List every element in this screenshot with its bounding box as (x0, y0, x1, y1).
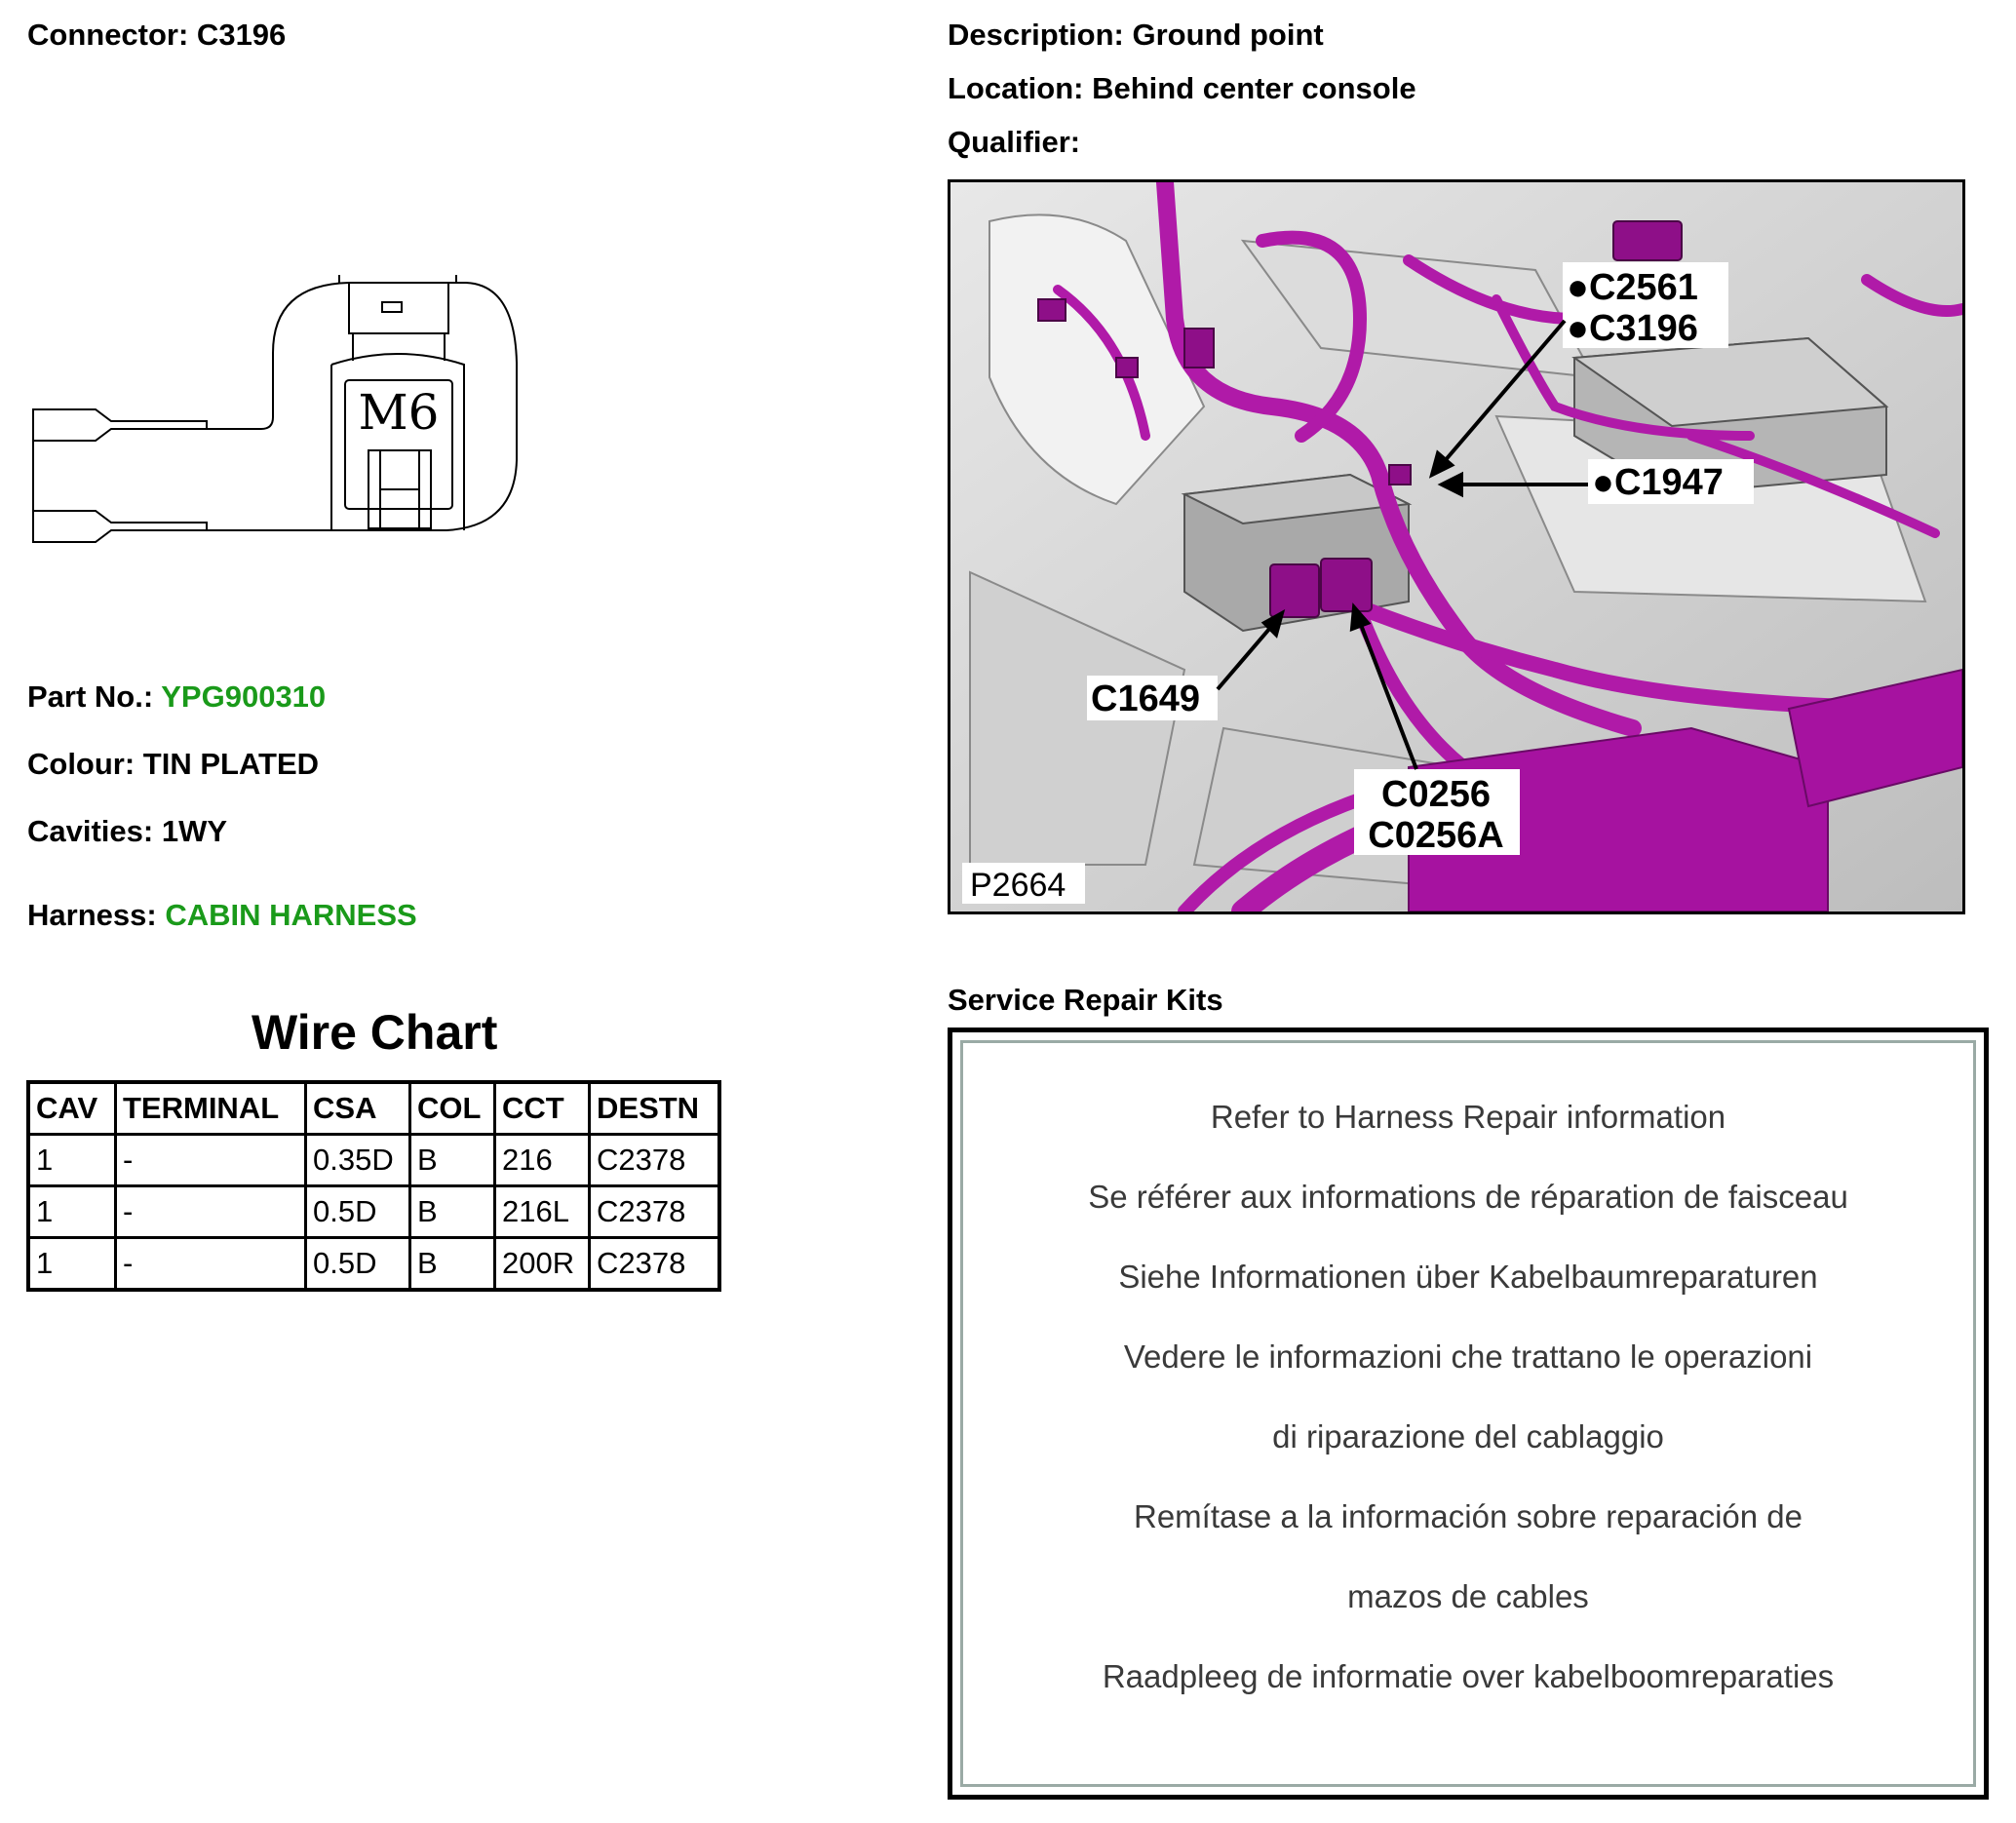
part-number-row (27, 679, 326, 715)
column-header: CCT (495, 1082, 590, 1135)
table-cell: 1 (28, 1238, 116, 1291)
wire-chart-header-row (28, 1082, 719, 1135)
table-cell: 0.35D (306, 1135, 410, 1186)
table-cell: - (116, 1186, 306, 1238)
colour-label: Colour: TIN PLATED (27, 747, 320, 781)
cavities-label: Cavities: 1WY (27, 814, 228, 848)
column-header: CAV (28, 1082, 116, 1135)
table-cell: 200R (495, 1238, 590, 1291)
qualifier-label: Qualifier: (948, 125, 1081, 159)
column-header: DESTN (590, 1082, 720, 1135)
table-cell: 216 (495, 1135, 590, 1186)
harness-link[interactable]: CABIN HARNESS (165, 898, 417, 932)
kit-line: Se référer aux informations de réparation de faisceau (1088, 1179, 1848, 1215)
kit-line: mazos de cables (1347, 1578, 1589, 1614)
kit-line: Raadpleeg de informatie over kabelboomreparaties (1102, 1658, 1835, 1694)
column-header: TERMINAL (116, 1082, 306, 1135)
table-cell: C2378 (590, 1186, 720, 1238)
table-cell: 1 (28, 1135, 116, 1186)
location-label: Location: Behind center console (948, 71, 1416, 105)
table-row (28, 1135, 719, 1186)
kit-line: Vedere le informazioni che trattano le operazioni (1123, 1338, 1813, 1375)
callout-c3196: ●C3196 (1567, 308, 1698, 349)
table-cell: 0.5D (306, 1186, 410, 1238)
callout-c1649: C1649 (1091, 679, 1200, 719)
table-cell: 0.5D (306, 1238, 410, 1291)
wire-chart-title: Wire Chart (252, 1005, 498, 1060)
part-number-link[interactable]: YPG900310 (161, 679, 327, 714)
connector-label: Connector: C3196 (27, 18, 287, 52)
wire-chart-table (26, 1080, 721, 1292)
description-label: Description: Ground point (948, 18, 1324, 52)
harness-label: Harness: (27, 898, 157, 932)
table-cell: - (116, 1135, 306, 1186)
service-kits-panel (948, 1028, 1989, 1800)
part-number-label: Part No.: (27, 679, 154, 714)
table-cell: B (410, 1238, 495, 1291)
table-cell: - (116, 1238, 306, 1291)
kit-line: Remítase a la información sobre reparación de (1133, 1498, 1803, 1534)
table-cell: B (410, 1135, 495, 1186)
callout-c0256a: C0256A (1368, 815, 1504, 856)
table-cell: 1 (28, 1186, 116, 1238)
column-header: COL (410, 1082, 495, 1135)
table-row (28, 1186, 719, 1238)
kit-line: Siehe Informationen über Kabelbaumreparaturen (1118, 1259, 1818, 1295)
table-row (28, 1238, 719, 1291)
harness-row (27, 898, 417, 933)
callout-c1947: ●C1947 (1592, 462, 1724, 503)
table-cell: C2378 (590, 1135, 720, 1186)
table-cell: C2378 (590, 1238, 720, 1291)
column-header: CSA (306, 1082, 410, 1135)
photo-reference: P2664 (970, 867, 1066, 904)
callout-c2561: ●C2561 (1567, 267, 1698, 308)
location-photo (948, 179, 1965, 914)
table-cell: 216L (495, 1186, 590, 1238)
kit-line: Refer to Harness Repair information (1210, 1099, 1726, 1135)
service-kits-heading: Service Repair Kits (948, 983, 1223, 1017)
table-cell: B (410, 1186, 495, 1238)
service-kits-inner (960, 1040, 1976, 1787)
connector-drawing (27, 275, 534, 558)
kit-line: di riparazione del cablaggio (1272, 1418, 1664, 1455)
connector-drawing-label: M6 (358, 384, 440, 441)
callout-c0256: C0256 (1381, 774, 1491, 815)
